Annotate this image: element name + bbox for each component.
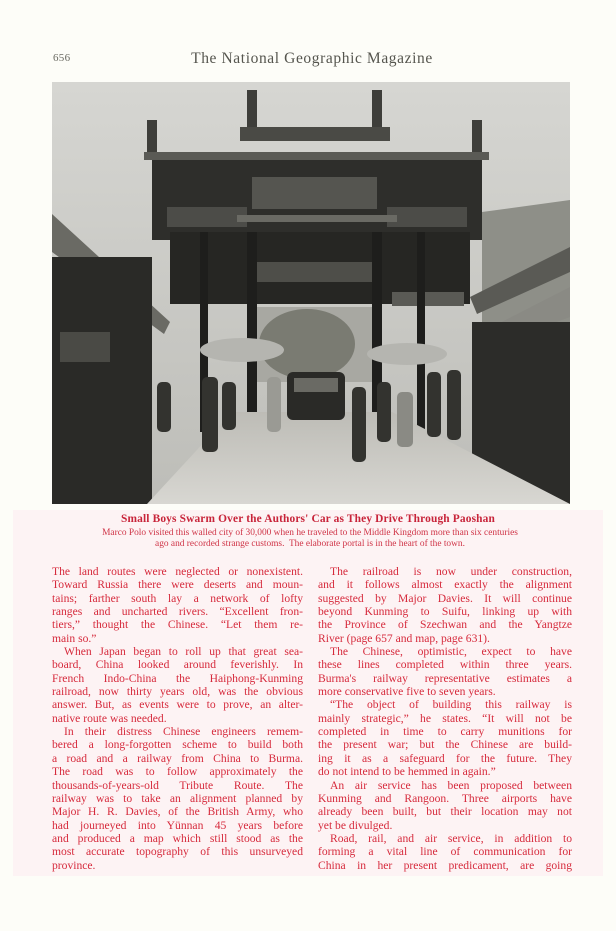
text-line: and produced a map which still stood as the [52, 831, 303, 845]
text-line: The land routes were neglected or nonexistent. [52, 565, 303, 578]
text-line: beyond Kunming to Suifu, linking up with [318, 605, 572, 619]
text-line: tains; farther south lay a network of lofty [52, 591, 303, 605]
text-line: French Indo-China the Haiphong-Kunming [52, 671, 303, 685]
caption-line: Marco Polo visited this walled city of 30,000 when he traveled to the Middle Kingdom more than six centuries [102, 528, 518, 538]
photo-illustration [52, 82, 570, 504]
text-line: ing it as a safeguard for the future. They [318, 751, 572, 765]
text-line: The Chinese, optimistic, expect to have [330, 645, 572, 659]
text-line: ranges and uncharted rivers. “Excellent fron- [52, 605, 303, 619]
text-line: these lines completed within three years. [318, 658, 572, 672]
text-line: had journeyed into Yünnan 45 years before [52, 818, 303, 832]
running-title: The National Geographic Magazine [191, 50, 433, 67]
car [287, 372, 345, 420]
text-line: bered a long-forgotten scheme to build both [52, 738, 303, 752]
text-line: already been built, but their location may not [318, 805, 572, 819]
photo-caption-body [40, 528, 580, 550]
text-line: When Japan began to roll up that great sea- [64, 645, 303, 659]
text-line: yet be divulged. [318, 818, 393, 832]
text-line: do not intend to be hemmed in again.” [318, 765, 496, 779]
text-line: Toward Russia there were deserts and moun- [52, 578, 303, 592]
text-line: a road and a railway from China to Burma. [52, 751, 303, 765]
caption-line: ago and recorded strange customs. The elaborate portal is in the heart of the town. [155, 539, 465, 549]
text-line: railroad, now thirty years old, was the obvious [52, 685, 303, 699]
text-line: thousands-of-years-old Tribute Route. The [52, 778, 303, 792]
text-line: board, China looked around feverishly. In [52, 658, 303, 672]
text-column-right [318, 565, 572, 872]
text-line: native route was needed. [52, 711, 167, 725]
text-line: railway was to take an alignment planned by [52, 791, 303, 805]
text-line: The road was to follow approximately the [52, 765, 303, 779]
text-line: China in her present predicament, are going [318, 858, 572, 872]
page-number: 656 [53, 52, 71, 64]
text-line: An air service has been proposed between [330, 778, 572, 792]
text-line: Road, rail, and air service, in addition to [330, 831, 572, 845]
text-line: and it follows almost exactly the alignment [318, 578, 572, 592]
text-line: Burma's railway representative estimates a [318, 671, 572, 685]
text-line: answer. But, as events were to prove, an alter- [52, 698, 303, 712]
text-line: tiers,” thought the Chinese. “Let them re- [52, 618, 303, 632]
text-line: most accurate topography of this unsurveyed [52, 845, 303, 859]
text-line: the Province of Szechwan and the Yangtze [318, 618, 572, 632]
text-line: River (page 657 and map, page 631). [318, 631, 490, 645]
text-line: province. [52, 858, 96, 872]
text-line: suggested by Major Davies. It will continue [318, 591, 572, 605]
text-line: completed in time to carry munitions for [318, 725, 572, 739]
text-line: “The object of building this railway is [330, 698, 572, 712]
text-line: main so.” [52, 631, 97, 645]
text-line: forming a vital line of communication for [318, 845, 572, 859]
text-line: Kunming and Rangoon. Three airports have [318, 791, 572, 805]
text-line: the present war; but the Chinese are build- [318, 738, 572, 752]
photograph-paoshan-gateway [52, 82, 570, 504]
photo-caption-title: Small Boys Swarm Over the Authors' Car as They Drive Through Paoshan [120, 513, 495, 525]
text-line: mainly strategic,” he states. “It will not be [318, 711, 572, 725]
page-header [0, 50, 616, 70]
text-column-left [52, 565, 303, 872]
text-line: In their distress Chinese engineers remem- [64, 725, 303, 739]
text-line: The railroad is now under construction, [330, 565, 572, 578]
text-line: Major H. R. Davies, of the British Army, who [52, 805, 303, 819]
text-line: more conservative five to seven years. [318, 685, 496, 699]
